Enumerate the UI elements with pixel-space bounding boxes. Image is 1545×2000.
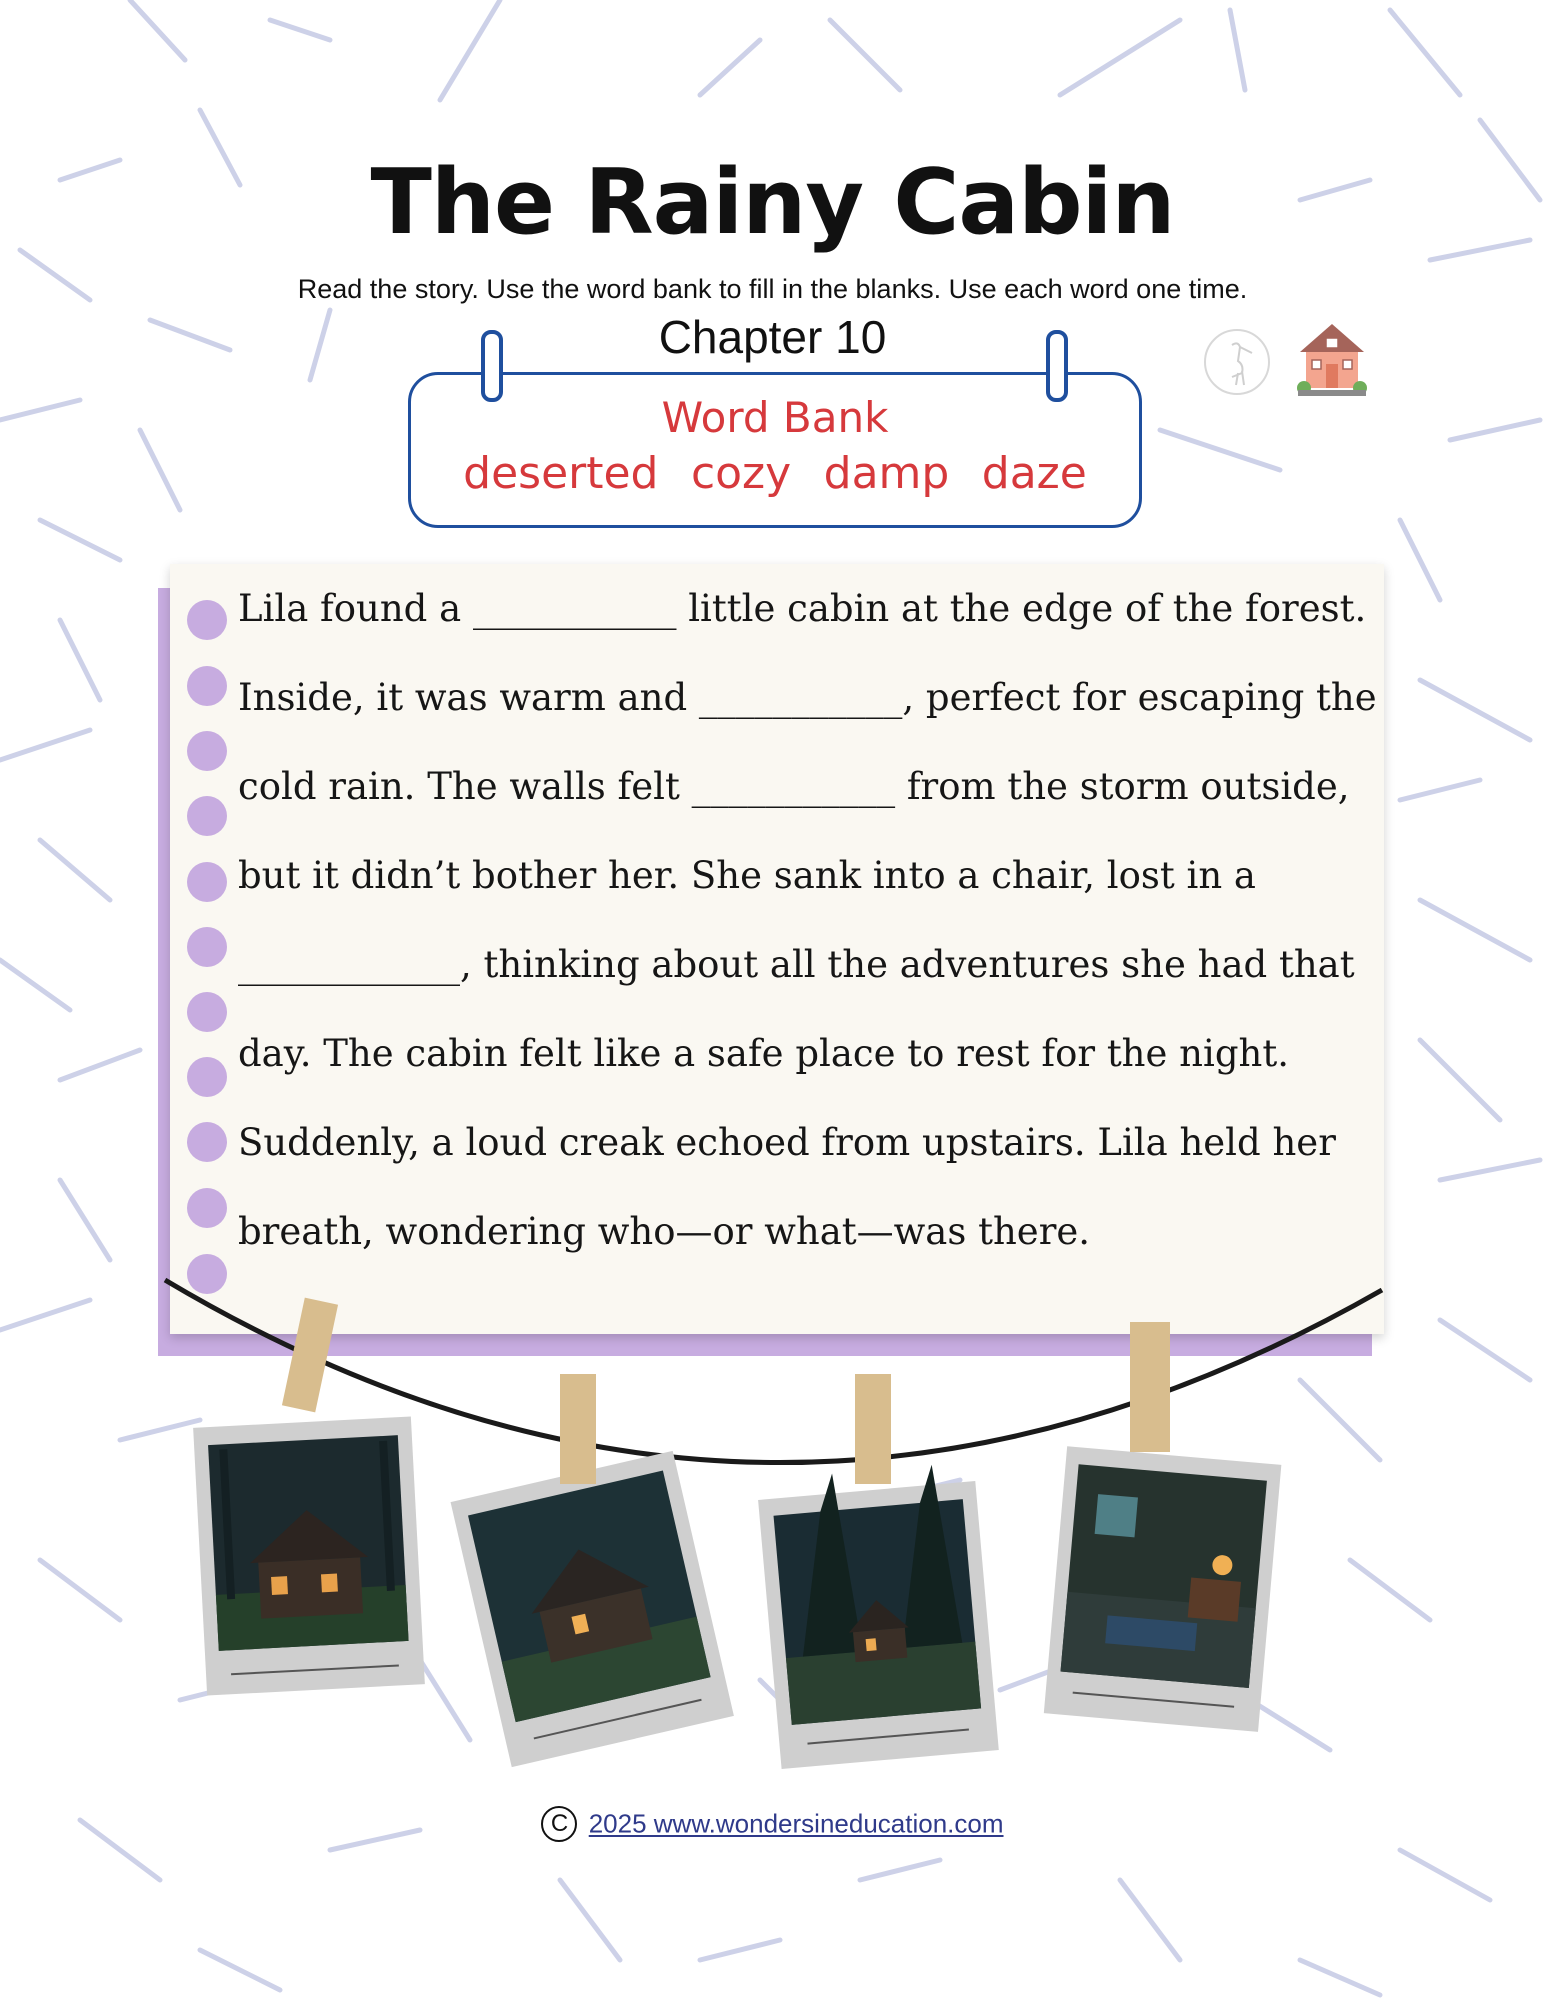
page-title: The Rainy Cabin (370, 150, 1175, 255)
instructions: Read the story. Use the word bank to fill in the blanks. Use each word one time. (297, 274, 1248, 304)
website-link[interactable]: 2025 www.wondersineducation.com (588, 1808, 1004, 1839)
clothespin (282, 1298, 338, 1413)
copyright-icon: C (541, 1806, 577, 1842)
photo-cabin-pines (756, 1461, 998, 1769)
story-line: Inside, it was warm and ___________, perfect for escaping the (238, 676, 1377, 719)
story-line: day. The cabin felt like a safe place to rest for the night. (238, 1032, 1289, 1075)
story-line: Suddenly, a loud creak echoed from upstairs. Lila held her (238, 1121, 1336, 1164)
word-bank-word: cozy (690, 448, 792, 499)
story-line: breath, wondering who—or what—was there. (238, 1210, 1091, 1253)
clothespin (1130, 1322, 1170, 1452)
word-bank-word: daze (981, 448, 1087, 499)
photo-cabin-interior (1044, 1446, 1282, 1732)
word-bank-word: damp (823, 448, 950, 499)
story-line: Lila found a ___________ little cabin at the edge of the forest. (238, 587, 1367, 630)
story-line: but it didn’t bother her. She sank into a chair, lost in a (238, 854, 1256, 897)
word-bank-word: deserted (463, 448, 659, 499)
photo-cabin-forest (193, 1416, 425, 1695)
word-bank-heading: Word Bank (661, 393, 889, 442)
photo-cabin-lantern (451, 1451, 734, 1767)
story-line: ____________, thinking about all the adventures she had that (238, 943, 1355, 986)
footer (0, 1806, 1545, 1842)
clothespin (560, 1374, 596, 1484)
chapter-label: Chapter 10 (658, 311, 887, 363)
story-line: cold rain. The walls felt ___________ from the storm outside, (238, 765, 1350, 808)
clothespin (855, 1374, 891, 1484)
